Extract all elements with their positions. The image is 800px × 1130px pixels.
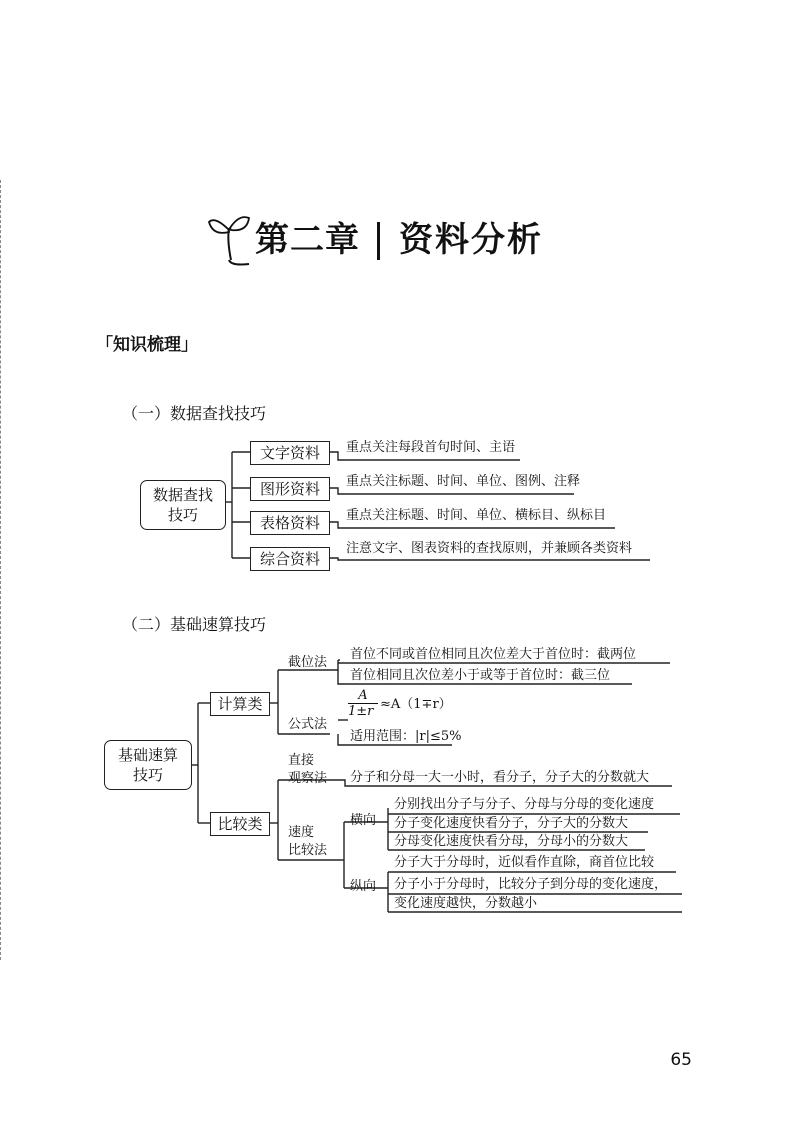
- direct-label-line2: 观察法: [288, 771, 328, 786]
- vertical-rule-1: 分子大于分母时，近似看作直除，商首位比较: [394, 855, 655, 870]
- vertical-rule-3: 变化速度越快，分数越小: [394, 896, 538, 911]
- chapter-title: 资料分析: [399, 220, 543, 260]
- formula-approx: ≈A（1∓r）: [380, 697, 452, 712]
- section-heading: 「知识梳理」: [96, 335, 198, 355]
- truncate-label: 截位法: [288, 655, 328, 670]
- calc-node: [210, 692, 270, 716]
- branch-text-data: [250, 441, 330, 465]
- speed-label-line2: 比较法: [288, 843, 328, 858]
- branch-mixed-data-label: 综合资料: [259, 550, 320, 568]
- branch-table-data-label: 表格资料: [259, 514, 320, 532]
- chapter-number: 第二章: [255, 220, 360, 260]
- formula-fraction: [348, 688, 378, 719]
- horizontal-rule-1: 分别找出分子与分子、分母与分母的变化速度: [394, 797, 655, 812]
- direct-rule: 分子和分母一大一小时，看分子，分子大的分数就大: [350, 770, 650, 785]
- page-number: 65: [670, 1050, 692, 1070]
- horizontal-rule-3: 分母变化速度快看分母，分母小的分数大: [394, 834, 629, 849]
- branch-table-data: [250, 511, 330, 535]
- truncate-rule-1: 首位不同或首位相同且次位差大于首位时：截两位: [350, 647, 637, 662]
- formula-scope: 适用范围：|r|≤5%: [350, 729, 462, 744]
- branch-graph-data: [250, 477, 330, 501]
- horizontal-rule-2: 分子变化速度快看分子，分子大的分数大: [394, 816, 629, 831]
- note-text-data: 重点关注每段首句时间、主语: [346, 440, 516, 455]
- part2-root-label: 基础速算 技巧: [117, 746, 178, 784]
- speed-label-line1: 速度: [288, 825, 315, 840]
- formula-label: 公式法: [288, 717, 328, 732]
- part2-heading: （二）基础速算技巧: [122, 615, 267, 634]
- horizontal-label: 横向: [350, 813, 377, 828]
- compare-label: 比较类: [217, 815, 263, 833]
- truncate-rule-2: 首位相同且次位差小于或等于首位时：截三位: [350, 668, 611, 683]
- vertical-label: 纵向: [350, 879, 377, 894]
- note-mixed-data: 注意文字、图表资料的查找原则，并兼顾各类资料: [346, 541, 633, 556]
- direct-label-line1: 直接: [288, 753, 315, 768]
- branch-mixed-data: [250, 547, 330, 571]
- part1-heading: （一）数据查找技巧: [122, 404, 267, 423]
- part1-root-node: [140, 480, 226, 530]
- branch-text-data-label: 文字资料: [259, 444, 320, 462]
- part2-root-node: [104, 740, 192, 790]
- note-table-data: 重点关注标题、时间、单位、横标目、纵标目: [346, 508, 607, 523]
- branch-graph-data-label: 图形资料: [259, 480, 320, 498]
- formula-numerator: A: [358, 688, 368, 703]
- formula-denominator: 1±r: [348, 704, 374, 719]
- part1-root-label: 数据查找 技巧: [152, 486, 213, 524]
- note-graph-data: 重点关注标题、时间、单位、图例、注释: [346, 474, 581, 489]
- calc-label: 计算类: [217, 695, 263, 713]
- vertical-rule-2: 分子小于分母时，比较分子到分母的变化速度，: [394, 877, 668, 892]
- compare-node: [210, 812, 270, 836]
